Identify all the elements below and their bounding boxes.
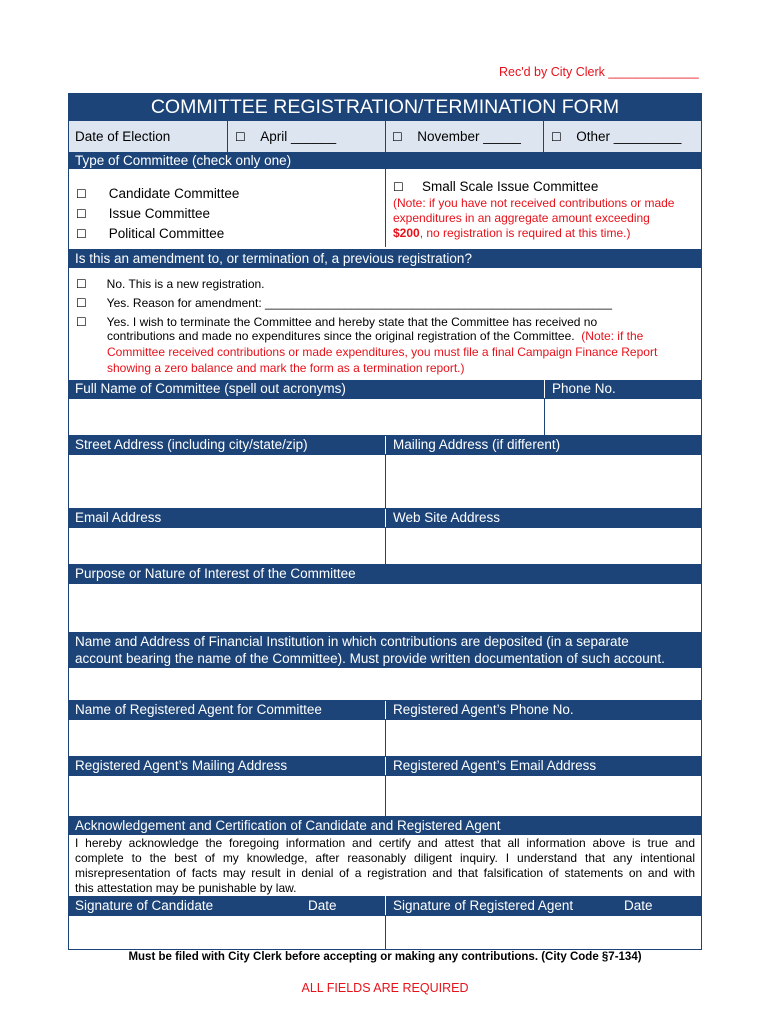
checkbox-icon[interactable]: ☐	[551, 130, 562, 144]
committee-type-list	[76, 184, 239, 244]
candidate-committee-option[interactable]: ☐ Candidate Committee	[76, 184, 239, 204]
amendment-reason-option[interactable]: ☐ Yes. Reason for amendment: ____________________________________________________	[76, 296, 613, 310]
small-scale-note: (Note: if you have not received contributions or made expenditures in an aggregate amount exceeding $200, no registration is required at this time.)	[393, 196, 675, 240]
type-of-committee-header: Type of Committee (check only one)	[68, 152, 702, 169]
checkbox-icon[interactable]: ☐	[76, 207, 87, 221]
full-name-field[interactable]	[68, 398, 545, 436]
agent-email-header: Registered Agent’s Email Address	[385, 757, 702, 775]
candidate-signature-header: Signature of Candidate Date	[68, 896, 385, 915]
phone-header: Phone No.	[544, 380, 702, 398]
checkbox-icon[interactable]: ☐	[76, 277, 87, 291]
date-of-election-label: Date of Election	[75, 129, 171, 144]
amendment-header: Is this an amendment to, or termination of, a previous registration?	[68, 249, 702, 268]
agent-phone-header: Registered Agent’s Phone No.	[385, 701, 702, 719]
acknowledgement-header: Acknowledgement and Certification of Candidate and Registered Agent	[68, 817, 702, 835]
issue-committee-option[interactable]: ☐ Issue Committee	[76, 204, 239, 224]
agent-date-label: Date	[624, 898, 653, 913]
checkbox-icon[interactable]: ☐	[76, 315, 87, 329]
election-november-option[interactable]: ☐ November _____	[392, 129, 521, 144]
checkbox-icon[interactable]: ☐	[76, 187, 87, 201]
agent-mailing-header: Registered Agent’s Mailing Address	[68, 757, 385, 775]
email-field[interactable]	[68, 527, 386, 565]
mailing-address-field[interactable]	[385, 454, 702, 509]
checkbox-icon[interactable]: ☐	[235, 130, 246, 144]
agent-signature-header: Signature of Registered Agent Date	[385, 896, 702, 915]
termination-option[interactable]: ☐ Yes. I wish to terminate the Committee and hereby state that the Committee has received no	[76, 315, 598, 329]
checkbox-icon[interactable]: ☐	[393, 180, 404, 194]
agent-name-field[interactable]	[68, 719, 386, 757]
all-fields-required-notice: ALL FIELDS ARE REQUIRED	[301, 981, 469, 995]
agent-signature-field[interactable]	[385, 915, 702, 950]
new-registration-option[interactable]: ☐ No. This is a new registration.	[76, 277, 265, 291]
filing-instruction: Must be filed with City Clerk before accepting or making any contributions. (City Code §7-134)	[128, 951, 642, 963]
checkbox-icon[interactable]: ☐	[76, 227, 87, 241]
form-title: COMMITTEE REGISTRATION/TERMINATION FORM	[68, 93, 702, 121]
candidate-signature-field[interactable]	[68, 915, 386, 950]
purpose-header: Purpose or Nature of Interest of the Committee	[68, 565, 702, 583]
email-header: Email Address	[68, 509, 385, 527]
checkbox-icon[interactable]: ☐	[392, 130, 403, 144]
mailing-address-header: Mailing Address (if different)	[385, 436, 702, 454]
small-scale-committee-option[interactable]: ☐ Small Scale Issue Committee	[393, 179, 599, 194]
political-committee-option[interactable]: ☐ Political Committee	[76, 224, 239, 244]
financial-institution-field[interactable]	[68, 667, 702, 701]
termination-text: contributions and made no expenditures since the original registration of the Committee. (Note: if the Committee received contributions or made expenditures, you must file a final Campaign Finance Report showing a zero balance and mark the form as a termination report.)	[107, 329, 658, 375]
agent-name-header: Name of Registered Agent for Committee	[68, 701, 385, 719]
full-name-header: Full Name of Committee (spell out acronyms)	[68, 380, 544, 398]
website-header: Web Site Address	[385, 509, 702, 527]
agent-phone-field[interactable]	[385, 719, 702, 757]
candidate-date-label: Date	[308, 898, 337, 913]
website-field[interactable]	[385, 527, 702, 565]
amendment-options	[76, 276, 612, 330]
purpose-field[interactable]	[68, 583, 702, 633]
checkbox-icon[interactable]: ☐	[76, 296, 87, 310]
agent-mailing-field[interactable]	[68, 775, 386, 817]
street-address-field[interactable]	[68, 454, 386, 509]
recd-by-clerk-label: Rec'd by City Clerk _____________	[499, 65, 699, 79]
street-address-header: Street Address (including city/state/zip)	[68, 436, 385, 454]
election-april-option[interactable]: ☐ April ______	[235, 129, 337, 144]
phone-field[interactable]	[544, 398, 702, 436]
election-other-option[interactable]: ☐ Other _________	[551, 129, 682, 144]
financial-institution-header: Name and Address of Financial Institution in which contributions are deposited (in a separate account bearing the name of the Committee). Must provide written documentation of such account.	[68, 633, 702, 667]
agent-email-field[interactable]	[385, 775, 702, 817]
acknowledgement-text: I hereby acknowledge the foregoing information and certify and attest that all information above is true and complete to the best of my knowledge, after reasonably diligent inquiry. I understand that any intentional misrepresentation of facts may result in denial of a registration and that falsification of statements on and with this attestation may be punishable by law.	[75, 836, 695, 895]
